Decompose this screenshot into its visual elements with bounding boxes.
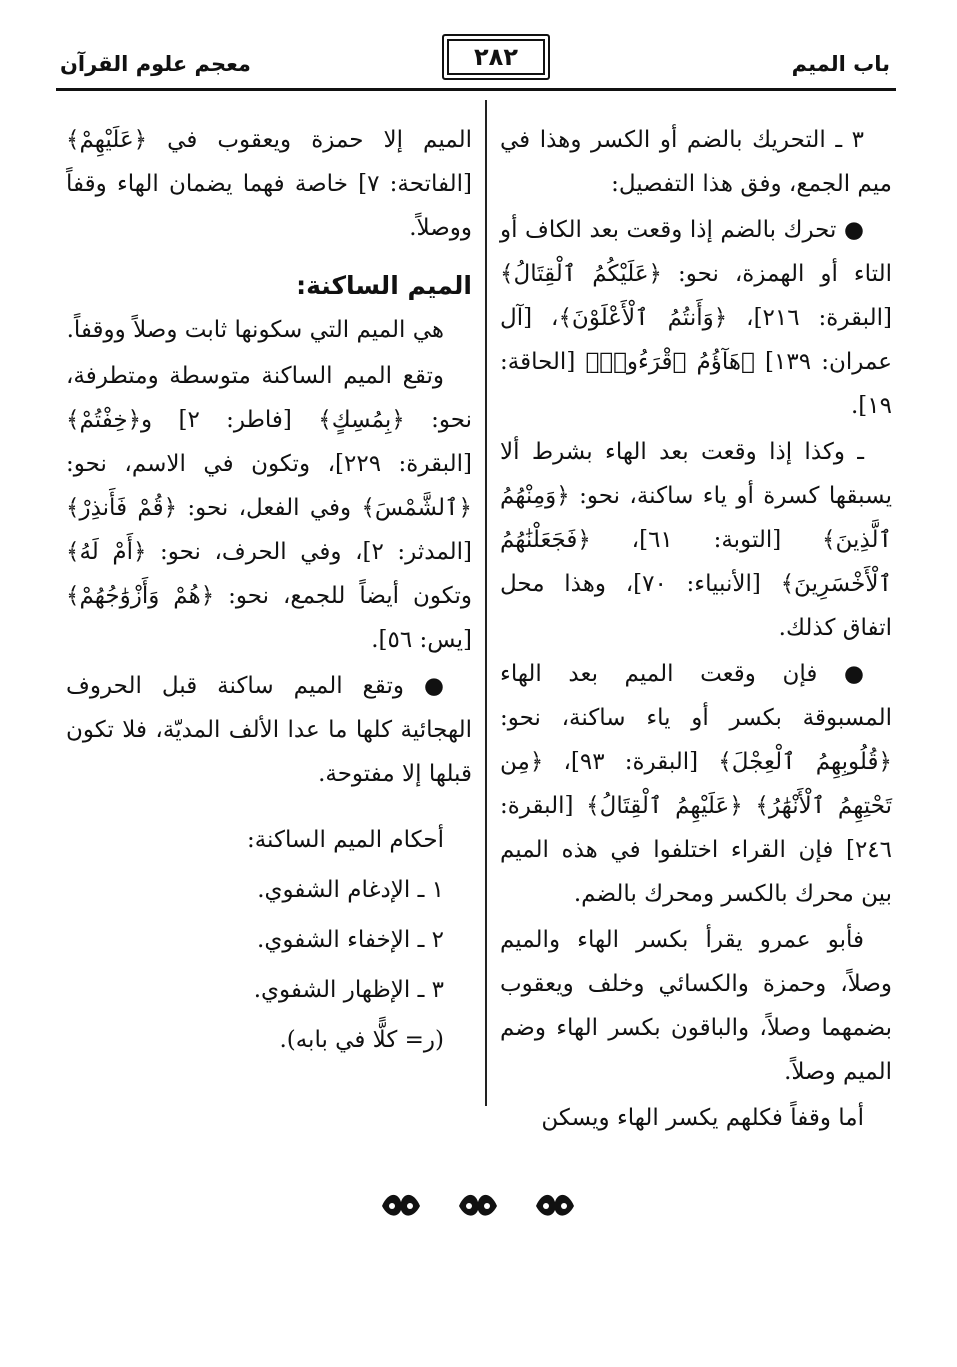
chapter-title: باب الميم <box>791 52 890 76</box>
page-number: ٢٨٢ <box>442 34 550 80</box>
rule-item: (ر= كلًّا في بابه). <box>279 1027 444 1053</box>
book-title: معجم علوم القرآن <box>60 52 251 76</box>
paragraph: هي الميم التي سكونها ثابت وصلاً ووقفاً. <box>66 317 444 343</box>
footer-ornament <box>378 1186 578 1226</box>
floral-ornament-icon <box>455 1188 501 1224</box>
paragraph: ● تحرك بالضم إذا وقعت بعد الكاف أو التاء أو الهمزة، نحو: ﴿عَلَيْكُمُ ٱلْقِتَالُ﴾ [البقرة: ٢١٦]، ﴿وَأَنتُمُ ٱلْأَعْلَوْنَ﴾، [آل عمران: ١٣٩] ﴿هَآؤُمُ ٱقْرَءُوا۟﴾ [الحاقة: ١٩]. <box>500 217 892 419</box>
rule-item: ٢ ـ الإخفاء الشفوي. <box>257 927 444 953</box>
page-header <box>56 30 896 90</box>
paragraph: فأبو عمرو يقرأ بكسر الهاء والميم وصلاً، وحمزة والكسائي وخلف ويعقوب بضمهما وصلاً، والباقون بكسر الهاء وضم الميم وصلاً. <box>500 927 892 1085</box>
floral-ornament-icon <box>378 1188 424 1224</box>
rules-title: أحكام الميم الساكنة: <box>246 827 444 853</box>
paragraph: الميم إلا حمزة ويعقوب في ﴿عَلَيْهِمْ﴾ [الفاتحة: ٧] خاصة فهما يضمان الهاء وقفاً ووصلاً. <box>66 127 472 241</box>
right-column <box>500 118 892 1142</box>
floral-ornament-icon <box>532 1188 578 1224</box>
rules-list <box>66 818 472 1062</box>
section-title: الميم الساكنة: <box>296 271 472 300</box>
column-divider <box>485 100 487 1106</box>
header-rule <box>56 88 896 91</box>
left-column <box>66 118 472 1068</box>
rule-item: ٣ ـ الإظهار الشفوي. <box>253 977 444 1003</box>
paragraph: وتقع الميم الساكنة متوسطة ومتطرفة، نحو: ﴿بِمُسِكٍ﴾ [فاطر: ٢] و﴿خِفْتُمْ﴾ [البقرة: ٢٢٩]، وتكون في الاسم، نحو: ﴿ٱلشَّمْسَ﴾ وفي الفعل، نحو: ﴿قُمْ فَأَنذِرْ﴾ [المدثر: ٢]، وفي الحرف، نحو: ﴿أَمْ لَهُ﴾ وتكون أيضاً للجمع، نحو: ﴿هُمْ وَأَزْوَٰجُهُمْ﴾ [يس: ٥٦]. <box>66 363 472 653</box>
paragraph: ● وتقع الميم ساكنة قبل الحروف الهجائية كلها ما عدا الألف المديّة، فلا تكون قبلها إلا مفتوحة. <box>66 673 472 787</box>
paragraph: ● فإن وقعت الميم بعد الهاء المسبوقة بكسر أو ياء ساكنة، نحو: ﴿قُلُوبِهِمُ ٱلْعِجْلَ﴾ [البقرة: ٩٣]، ﴿مِن تَحْتِهِمُ ٱلْأَنْهَٰرُ﴾ ﴿عَلَيْهِمُ ٱلْقِتَالُ﴾ [البقرة: ٢٤٦] فإن القراء اختلفوا في هذه الميم بين محرك بالكسر ومحرك بالضم. <box>500 661 893 907</box>
paragraph: ٣ ـ التحريك بالضم أو الكسر وهذا في ميم الجمع، وفق هذا التفصيل: <box>500 127 892 197</box>
rule-item: ١ ـ الإدغام الشفوي. <box>257 877 444 903</box>
paragraph: أما وقفاً فكلهم يكسر الهاء ويسكن <box>541 1105 864 1131</box>
paragraph: ـ وكذا إذا وقعت بعد الهاء بشرط ألا يسبقها كسرة أو ياء ساكنة، نحو: ﴿وَمِنْهُمُ ٱلَّذِينَ﴾ [التوبة: ٦١]، ﴿فَجَعَلْنَٰهُمُ ٱلْأَخْسَرِينَ﴾ [الأنبياء: ٧٠]، وهذا محل اتفاق كذلك. <box>500 439 892 641</box>
